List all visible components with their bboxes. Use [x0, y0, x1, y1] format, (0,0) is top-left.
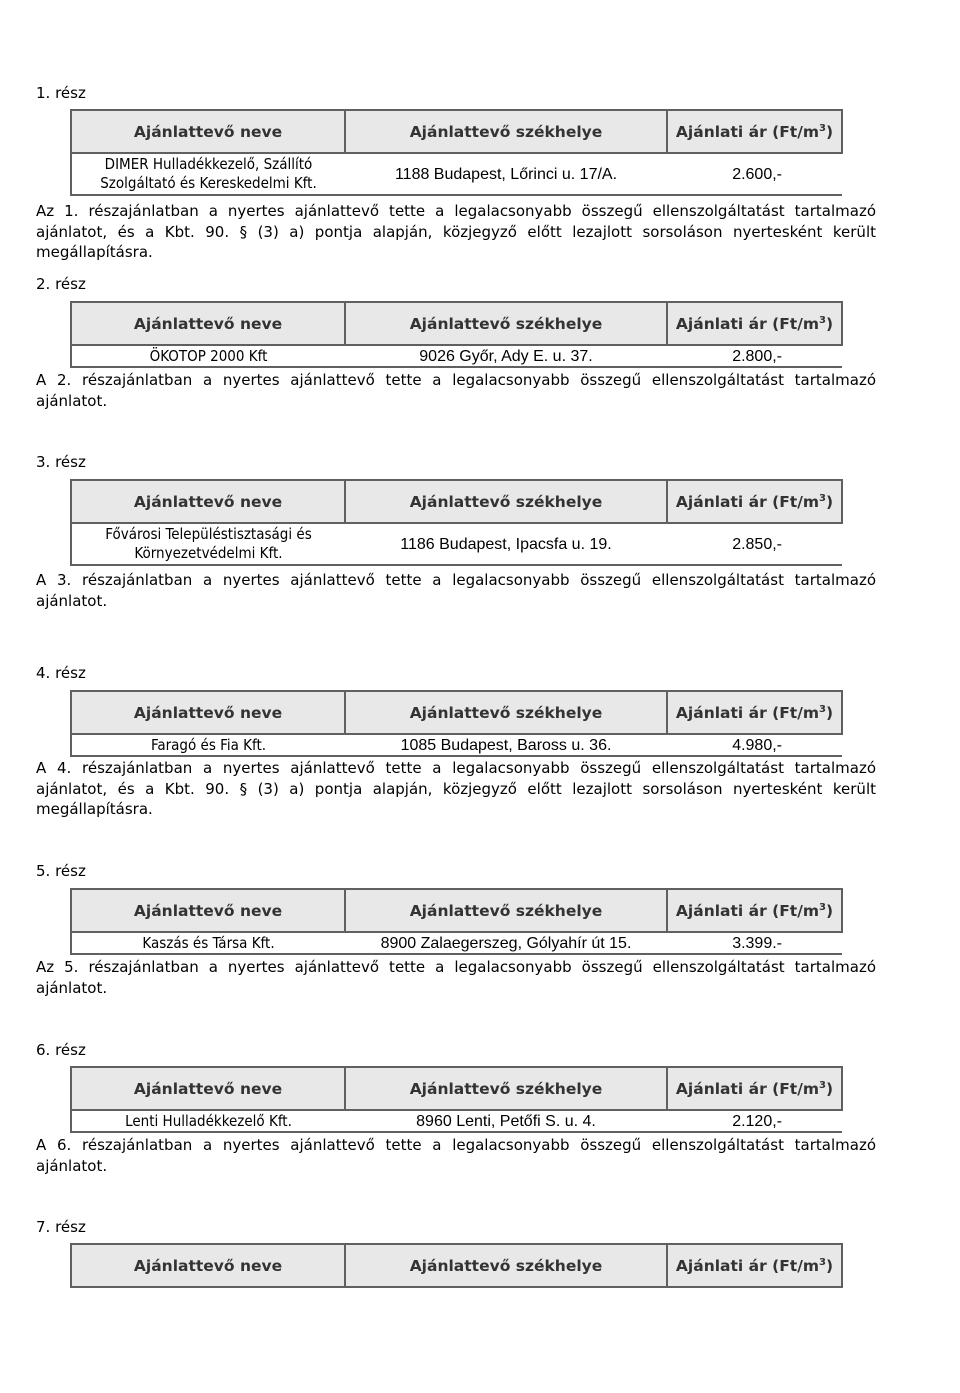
offer-table	[70, 479, 843, 566]
table-header-row	[71, 480, 842, 523]
header-name: Ajánlattevő neve	[71, 1244, 345, 1287]
bidder-name: ÖKOTOP 2000 Kft	[71, 345, 345, 367]
offer-table	[70, 690, 843, 757]
bid-price: 2.850,-	[667, 523, 842, 565]
header-price: Ajánlati ár $(Ft/m^3)$	[667, 302, 842, 345]
table-row	[71, 153, 842, 195]
bidder-seat: 8900 Zalaegerszeg, Gólyahír út 15.	[345, 932, 667, 954]
bidder-name: Faragó és Fia Kft.	[71, 734, 345, 756]
header-seat: Ajánlattevő székhelye	[345, 1244, 667, 1287]
offer-table	[70, 1243, 843, 1288]
header-price: Ajánlati ár $(Ft/m^3)$	[667, 889, 842, 932]
bidder-seat: 1188 Budapest, Lőrinci u. 17/A.	[345, 153, 667, 195]
bid-price: 3.399.-	[667, 932, 842, 954]
bidder-seat: 9026 Győr, Ady E. u. 37.	[345, 345, 667, 367]
section-heading: 7. rész	[36, 1218, 86, 1236]
header-seat: Ajánlattevő székhelye	[345, 691, 667, 734]
bidder-name: Lenti Hulladékkezelő Kft.	[71, 1110, 345, 1132]
header-seat: Ajánlattevő székhelye	[345, 889, 667, 932]
header-seat: Ajánlattevő székhelye	[345, 1067, 667, 1110]
header-price: Ajánlati ár $(Ft/m^3)$	[667, 691, 842, 734]
table-header-row	[71, 110, 842, 153]
header-name: Ajánlattevő neve	[71, 480, 345, 523]
bidder-name: Kaszás és Társa Kft.	[71, 932, 345, 954]
bidder-name: DIMER Hulladékkezelő, Szállító Szolgáltató és Kereskedelmi Kft.	[71, 153, 345, 195]
header-price: Ajánlati ár $(Ft/m^3)$	[667, 1244, 842, 1287]
section-heading: 6. rész	[36, 1041, 86, 1059]
table-header-row	[71, 691, 842, 734]
table-row	[71, 345, 842, 367]
header-name: Ajánlattevő neve	[71, 302, 345, 345]
bid-price: 2.600,-	[667, 153, 842, 195]
bid-price: 2.120,-	[667, 1110, 842, 1132]
result-text: A 6. részajánlatban a nyertes ajánlattevő tette a legalacsonyabb összegű ellenszolgáltatást tartalmazó ajánlatot.	[36, 1136, 876, 1175]
result-text: Az 1. részajánlatban a nyertes ajánlattevő tette a legalacsonyabb összegű ellenszolgáltatást tartalmazó ajánlatot, és a Kbt. 90. § (3) a) pontja alapján, közjegyző előtt lezajlott sorsoláson nyertesként került megállapításra.	[36, 202, 876, 261]
header-name: Ajánlattevő neve	[71, 110, 345, 153]
offer-table	[70, 888, 843, 955]
bidder-seat: 8960 Lenti, Petőfi S. u. 4.	[345, 1110, 667, 1132]
header-price: Ajánlati ár $(Ft/m^3)$	[667, 1067, 842, 1110]
table-header-row	[71, 1067, 842, 1110]
table-row	[71, 932, 842, 954]
section-heading: 4. rész	[36, 664, 86, 682]
bidder-seat: 1186 Budapest, Ipacsfa u. 19.	[345, 523, 667, 565]
bidder-name: Fővárosi Településtisztasági és Környezetvédelmi Kft.	[71, 523, 345, 565]
table-row	[71, 523, 842, 565]
section-heading: 2. rész	[36, 275, 86, 293]
table-header-row	[71, 1244, 842, 1287]
result-text: A 3. részajánlatban a nyertes ajánlattevő tette a legalacsonyabb összegű ellenszolgáltatást tartalmazó ajánlatot.	[36, 571, 876, 610]
header-seat: Ajánlattevő székhelye	[345, 302, 667, 345]
header-price: Ajánlati ár $(Ft/m^3)$	[667, 480, 842, 523]
result-text: A 4. részajánlatban a nyertes ajánlattevő tette a legalacsonyabb összegű ellenszolgáltatást tartalmazó ajánlatot, és a Kbt. 90. § (3) a) pontja alapján, közjegyző előtt lezajlott sorsoláson nyertesként került megállapításra.	[36, 759, 876, 818]
header-price: Ajánlati ár $(Ft/m^3)$	[667, 110, 842, 153]
header-name: Ajánlattevő neve	[71, 691, 345, 734]
result-text: A 2. részajánlatban a nyertes ajánlattevő tette a legalacsonyabb összegű ellenszolgáltatást tartalmazó ajánlatot.	[36, 371, 876, 410]
section-heading: 1. rész	[36, 84, 86, 102]
header-seat: Ajánlattevő székhelye	[345, 480, 667, 523]
result-text: Az 5. részajánlatban a nyertes ajánlattevő tette a legalacsonyabb összegű ellenszolgáltatást tartalmazó ajánlatot.	[36, 958, 876, 997]
bid-price: 4.980,-	[667, 734, 842, 756]
bid-price: 2.800,-	[667, 345, 842, 367]
table-row	[71, 1110, 842, 1132]
offer-table	[70, 1066, 843, 1133]
bidder-seat: 1085 Budapest, Baross u. 36.	[345, 734, 667, 756]
offer-table	[70, 301, 843, 368]
table-row	[71, 734, 842, 756]
section-heading: 5. rész	[36, 862, 86, 880]
table-header-row	[71, 889, 842, 932]
header-name: Ajánlattevő neve	[71, 1067, 345, 1110]
table-header-row	[71, 302, 842, 345]
section-heading: 3. rész	[36, 453, 86, 471]
header-seat: Ajánlattevő székhelye	[345, 110, 667, 153]
offer-table	[70, 109, 843, 196]
header-name: Ajánlattevő neve	[71, 889, 345, 932]
